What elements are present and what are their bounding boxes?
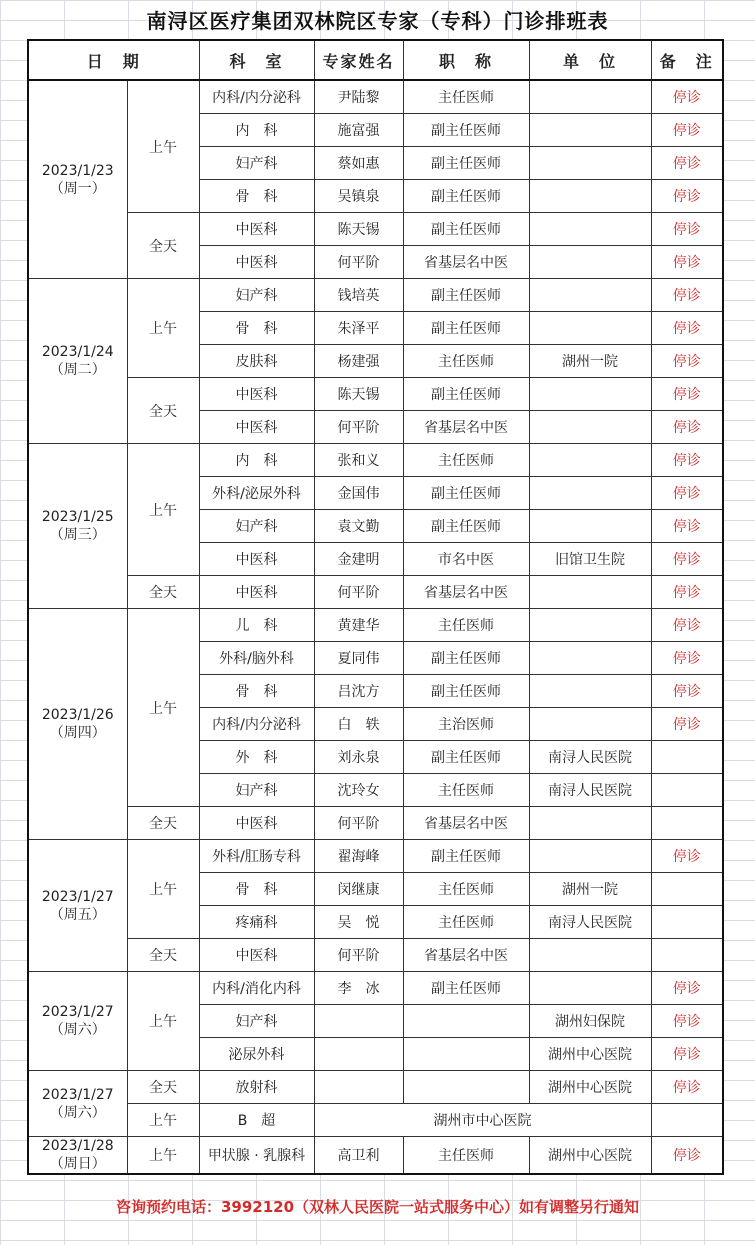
expert-name-cell: 何平阶 xyxy=(314,246,403,279)
title-cell: 副主任医师 xyxy=(403,675,529,708)
header-title: 职 称 xyxy=(403,40,529,80)
unit-cell xyxy=(529,444,651,477)
schedule-body xyxy=(28,80,723,1174)
title-cell: 副主任医师 xyxy=(403,741,529,774)
date-cell xyxy=(28,80,127,279)
expert-name-cell: 尹陆黎 xyxy=(314,80,403,114)
title-cell: 主任医师 xyxy=(403,609,529,642)
department-cell: 中医科 xyxy=(199,543,314,576)
unit-cell xyxy=(529,939,651,972)
note-cell: 停诊 xyxy=(651,444,723,477)
weekday-value: （周六） xyxy=(49,1104,106,1121)
department-cell: 中医科 xyxy=(199,576,314,609)
note-cell: 停诊 xyxy=(651,675,723,708)
table-row xyxy=(28,1137,723,1175)
period-cell: 上午 xyxy=(127,444,199,576)
unit-cell xyxy=(529,576,651,609)
title-cell: 主任医师 xyxy=(403,345,529,378)
expert-name-cell: 闵继康 xyxy=(314,873,403,906)
period-cell: 上午 xyxy=(127,840,199,939)
merged-unit-cell: 湖州市中心医院 xyxy=(314,1104,651,1137)
table-row xyxy=(28,378,723,411)
title-cell: 省基层名中医 xyxy=(403,576,529,609)
period-cell: 全天 xyxy=(127,1071,199,1104)
unit-cell xyxy=(529,642,651,675)
unit-cell xyxy=(529,312,651,345)
date-value: 2023/1/27 xyxy=(41,888,114,905)
expert-name-cell: 蔡如惠 xyxy=(314,147,403,180)
expert-name-cell: 刘永泉 xyxy=(314,741,403,774)
note-cell xyxy=(651,774,723,807)
unit-cell: 湖州中心医院 xyxy=(529,1071,651,1104)
title-cell: 省基层名中医 xyxy=(403,939,529,972)
unit-cell: 南浔人民医院 xyxy=(529,741,651,774)
title-cell: 副主任医师 xyxy=(403,180,529,213)
table-row xyxy=(28,807,723,840)
header-row xyxy=(28,40,723,80)
department-cell: 皮肤科 xyxy=(199,345,314,378)
department-cell: 中医科 xyxy=(199,939,314,972)
period-cell: 全天 xyxy=(127,576,199,609)
note-cell: 停诊 xyxy=(651,312,723,345)
table-row xyxy=(28,279,723,312)
expert-name-cell xyxy=(314,1038,403,1071)
date-value: 2023/1/23 xyxy=(41,162,114,179)
note-cell xyxy=(651,906,723,939)
expert-name-cell: 吴 悦 xyxy=(314,906,403,939)
note-cell: 停诊 xyxy=(651,972,723,1005)
note-cell: 停诊 xyxy=(651,180,723,213)
note-cell: 停诊 xyxy=(651,708,723,741)
department-cell: 甲状腺 · 乳腺科 xyxy=(199,1137,314,1175)
unit-cell: 南浔人民医院 xyxy=(529,906,651,939)
title-cell: 主任医师 xyxy=(403,774,529,807)
expert-name-cell: 袁文勤 xyxy=(314,510,403,543)
title-cell xyxy=(403,1071,529,1104)
period-cell: 上午 xyxy=(127,80,199,213)
note-cell: 停诊 xyxy=(651,576,723,609)
note-cell: 停诊 xyxy=(651,840,723,873)
period-cell: 上午 xyxy=(127,972,199,1071)
date-cell xyxy=(28,444,127,609)
title-cell: 副主任医师 xyxy=(403,642,529,675)
unit-cell xyxy=(529,180,651,213)
table-row xyxy=(28,1071,723,1104)
unit-cell: 湖州中心医院 xyxy=(529,1137,651,1175)
expert-name-cell: 何平阶 xyxy=(314,939,403,972)
title-cell: 副主任医师 xyxy=(403,840,529,873)
department-cell: 内科/内分泌科 xyxy=(199,708,314,741)
note-cell: 停诊 xyxy=(651,1137,723,1175)
table-row xyxy=(28,840,723,873)
note-cell: 停诊 xyxy=(651,642,723,675)
note-cell: 停诊 xyxy=(651,543,723,576)
title-cell: 副主任医师 xyxy=(403,477,529,510)
unit-cell xyxy=(529,213,651,246)
expert-name-cell: 朱泽平 xyxy=(314,312,403,345)
unit-cell: 湖州一院 xyxy=(529,345,651,378)
note-cell: 停诊 xyxy=(651,345,723,378)
title-cell: 主治医师 xyxy=(403,708,529,741)
note-cell xyxy=(651,873,723,906)
table-row xyxy=(28,213,723,246)
expert-name-cell: 李 冰 xyxy=(314,972,403,1005)
title-cell: 主任医师 xyxy=(403,906,529,939)
note-cell xyxy=(651,1104,723,1137)
department-cell: 内 科 xyxy=(199,444,314,477)
weekday-value: （周二） xyxy=(49,362,106,378)
unit-cell xyxy=(529,477,651,510)
expert-name-cell: 夏同伟 xyxy=(314,642,403,675)
title-cell: 主任医师 xyxy=(403,444,529,477)
expert-name-cell: 陈天锡 xyxy=(314,213,403,246)
unit-cell: 湖州妇保院 xyxy=(529,1005,651,1038)
department-cell: B 超 xyxy=(199,1104,314,1137)
expert-name-cell: 张和义 xyxy=(314,444,403,477)
expert-name-cell: 吕沈方 xyxy=(314,675,403,708)
department-cell: 外科/肛肠专科 xyxy=(199,840,314,873)
note-cell: 停诊 xyxy=(651,411,723,444)
department-cell: 妇产科 xyxy=(199,1005,314,1038)
unit-cell xyxy=(529,80,651,114)
weekday-value: （周五） xyxy=(49,906,106,923)
unit-cell xyxy=(529,378,651,411)
title-cell: 副主任医师 xyxy=(403,378,529,411)
department-cell: 泌尿外科 xyxy=(199,1038,314,1071)
department-cell: 中医科 xyxy=(199,411,314,444)
unit-cell xyxy=(529,708,651,741)
period-cell: 上午 xyxy=(127,1104,199,1137)
department-cell: 内 科 xyxy=(199,114,314,147)
weekday-value: （周三） xyxy=(49,527,106,543)
department-cell: 妇产科 xyxy=(199,774,314,807)
period-cell: 全天 xyxy=(127,378,199,444)
period-cell: 全天 xyxy=(127,807,199,840)
title-cell: 省基层名中医 xyxy=(403,411,529,444)
expert-name-cell: 施富强 xyxy=(314,114,403,147)
period-cell: 上午 xyxy=(127,279,199,378)
department-cell: 内科/消化内科 xyxy=(199,972,314,1005)
department-cell: 内科/内分泌科 xyxy=(199,80,314,114)
unit-cell xyxy=(529,675,651,708)
unit-cell xyxy=(529,807,651,840)
date-value: 2023/1/28 xyxy=(41,1138,114,1154)
department-cell: 外科/泌尿外科 xyxy=(199,477,314,510)
unit-cell xyxy=(529,972,651,1005)
note-cell xyxy=(651,741,723,774)
department-cell: 放射科 xyxy=(199,1071,314,1104)
table-row xyxy=(28,609,723,642)
note-cell: 停诊 xyxy=(651,279,723,312)
unit-cell xyxy=(529,147,651,180)
note-cell: 停诊 xyxy=(651,147,723,180)
title-cell: 副主任医师 xyxy=(403,114,529,147)
date-value: 2023/1/27 xyxy=(41,1004,114,1020)
unit-cell xyxy=(529,840,651,873)
table-row xyxy=(28,1104,723,1137)
title-cell: 主任医师 xyxy=(403,1137,529,1175)
note-cell: 停诊 xyxy=(651,246,723,279)
unit-cell xyxy=(529,510,651,543)
note-cell: 停诊 xyxy=(651,477,723,510)
unit-cell xyxy=(529,609,651,642)
unit-cell xyxy=(529,114,651,147)
expert-name-cell: 吴镇泉 xyxy=(314,180,403,213)
title-cell: 主任医师 xyxy=(403,873,529,906)
title-cell: 副主任医师 xyxy=(403,147,529,180)
department-cell: 中医科 xyxy=(199,378,314,411)
expert-name-cell: 金国伟 xyxy=(314,477,403,510)
note-cell: 停诊 xyxy=(651,213,723,246)
note-cell: 停诊 xyxy=(651,1071,723,1104)
unit-cell xyxy=(529,279,651,312)
date-cell xyxy=(28,609,127,840)
title-cell xyxy=(403,1038,529,1071)
department-cell: 外 科 xyxy=(199,741,314,774)
page-title: 南浔区医疗集团双林院区专家（专科）门诊排班表 xyxy=(146,9,609,33)
expert-name-cell: 金建明 xyxy=(314,543,403,576)
unit-cell: 湖州中心医院 xyxy=(529,1038,651,1071)
table-row xyxy=(28,444,723,477)
note-cell: 停诊 xyxy=(651,114,723,147)
note-cell: 停诊 xyxy=(651,1005,723,1038)
period-cell: 全天 xyxy=(127,213,199,279)
department-cell: 儿 科 xyxy=(199,609,314,642)
note-cell: 停诊 xyxy=(651,510,723,543)
table-row xyxy=(28,576,723,609)
department-cell: 妇产科 xyxy=(199,510,314,543)
weekday-value: （周一） xyxy=(49,180,106,197)
header-note: 备 注 xyxy=(651,40,723,80)
unit-cell: 旧馆卫生院 xyxy=(529,543,651,576)
note-cell: 停诊 xyxy=(651,378,723,411)
title-cell xyxy=(403,1005,529,1038)
date-cell xyxy=(28,840,127,972)
date-cell xyxy=(28,279,127,444)
header-expert: 专家姓名 xyxy=(314,40,403,80)
unit-cell xyxy=(529,411,651,444)
period-cell: 全天 xyxy=(127,939,199,972)
date-cell xyxy=(28,1137,127,1175)
department-cell: 中医科 xyxy=(199,246,314,279)
department-cell: 骨 科 xyxy=(199,675,314,708)
unit-cell xyxy=(529,246,651,279)
department-cell: 骨 科 xyxy=(199,873,314,906)
department-cell: 中医科 xyxy=(199,807,314,840)
date-value: 2023/1/26 xyxy=(41,707,114,723)
department-cell: 外科/脑外科 xyxy=(199,642,314,675)
note-cell: 停诊 xyxy=(651,80,723,114)
weekday-value: （周日） xyxy=(49,1156,106,1172)
date-value: 2023/1/25 xyxy=(41,509,114,525)
title-cell: 市名中医 xyxy=(403,543,529,576)
footer-notice: 咨询预约电话：3992120（双林人民医院一站式服务中心）如有调整另行通知 xyxy=(115,1198,640,1216)
note-cell xyxy=(651,807,723,840)
schedule-table xyxy=(27,39,724,1175)
table-row xyxy=(28,939,723,972)
table-row xyxy=(28,972,723,1005)
header-department: 科 室 xyxy=(199,40,314,80)
title-cell: 副主任医师 xyxy=(403,312,529,345)
note-cell: 停诊 xyxy=(651,609,723,642)
expert-name-cell: 陈天锡 xyxy=(314,378,403,411)
table-row xyxy=(28,80,723,114)
expert-name-cell: 钱培英 xyxy=(314,279,403,312)
expert-name-cell: 何平阶 xyxy=(314,807,403,840)
department-cell: 疼痛科 xyxy=(199,906,314,939)
header-date: 日 期 xyxy=(28,40,199,80)
title-cell: 副主任医师 xyxy=(403,279,529,312)
department-cell: 妇产科 xyxy=(199,279,314,312)
department-cell: 骨 科 xyxy=(199,180,314,213)
expert-name-cell: 白 轶 xyxy=(314,708,403,741)
department-cell: 妇产科 xyxy=(199,147,314,180)
period-cell: 上午 xyxy=(127,1137,199,1175)
expert-name-cell xyxy=(314,1005,403,1038)
period-cell: 上午 xyxy=(127,609,199,807)
title-cell: 省基层名中医 xyxy=(403,807,529,840)
expert-name-cell: 何平阶 xyxy=(314,411,403,444)
note-cell: 停诊 xyxy=(651,1038,723,1071)
department-cell: 骨 科 xyxy=(199,312,314,345)
expert-name-cell: 杨建强 xyxy=(314,345,403,378)
date-cell xyxy=(28,972,127,1071)
title-cell: 副主任医师 xyxy=(403,972,529,1005)
weekday-value: （周四） xyxy=(49,725,106,741)
expert-name-cell xyxy=(314,1071,403,1104)
weekday-value: （周六） xyxy=(49,1022,106,1038)
department-cell: 中医科 xyxy=(199,213,314,246)
unit-cell: 湖州一院 xyxy=(529,873,651,906)
header-unit: 单 位 xyxy=(529,40,651,80)
date-cell xyxy=(28,1071,127,1137)
expert-name-cell: 何平阶 xyxy=(314,576,403,609)
expert-name-cell: 翟海峰 xyxy=(314,840,403,873)
expert-name-cell: 黄建华 xyxy=(314,609,403,642)
title-cell: 主任医师 xyxy=(403,80,529,114)
unit-cell: 南浔人民医院 xyxy=(529,774,651,807)
expert-name-cell: 高卫利 xyxy=(314,1137,403,1175)
title-cell: 副主任医师 xyxy=(403,213,529,246)
date-value: 2023/1/24 xyxy=(41,344,114,360)
title-cell: 省基层名中医 xyxy=(403,246,529,279)
expert-name-cell: 沈玲女 xyxy=(314,774,403,807)
date-value: 2023/1/27 xyxy=(41,1086,114,1103)
title-cell: 副主任医师 xyxy=(403,510,529,543)
note-cell xyxy=(651,939,723,972)
